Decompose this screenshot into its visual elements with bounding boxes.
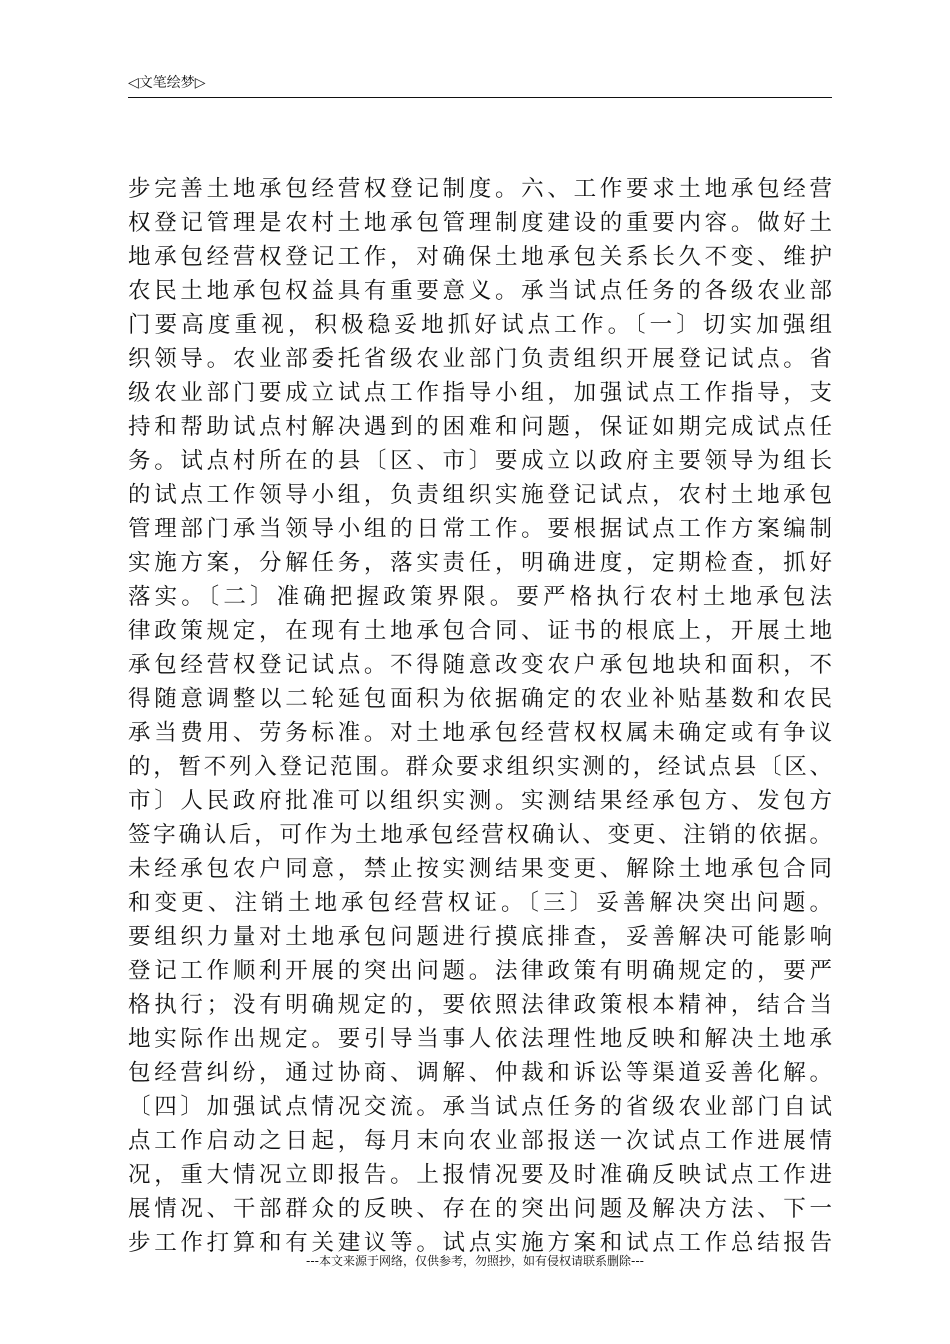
body-line: 登记工作顺利开展的突出问题。法律政策有明确规定的，要严 bbox=[128, 958, 832, 984]
body-line: 未经承包农户同意，禁止按实测结果变更、解除土地承包合同 bbox=[128, 856, 832, 882]
body-line: 务。试点村所在的县〔区、市〕要成立以政府主要领导为组长 bbox=[128, 448, 832, 474]
body-line: 地承包经营权登记工作，对确保土地承包关系长久不变、维护 bbox=[128, 244, 832, 270]
body-line: 承当费用、劳务标准。对土地承包经营权权属未确定或有争议 bbox=[128, 720, 832, 746]
body-line: 织领导。农业部委托省级农业部门负责组织开展登记试点。省 bbox=[128, 346, 832, 372]
page-header: ◁文笔绘梦▷ bbox=[128, 75, 206, 91]
body-line: 包经营纠纷，通过协商、调解、仲裁和诉讼等渠道妥善化解。 bbox=[128, 1060, 832, 1086]
body-line: 得随意调整以二轮延包面积为依据确定的农业补贴基数和农民 bbox=[128, 686, 832, 712]
body-line: 步完善土地承包经营权登记制度。六、工作要求土地承包经营 bbox=[128, 176, 832, 202]
header-divider bbox=[128, 97, 832, 98]
body-line: 的，暂不列入登记范围。群众要求组织实测的，经试点县〔区、 bbox=[128, 754, 832, 780]
body-line: 市〕人民政府批准可以组织实测。实测结果经承包方、发包方 bbox=[128, 788, 832, 814]
body-line: 农民土地承包权益具有重要意义。承当试点任务的各级农业部 bbox=[128, 278, 832, 304]
body-line: 实施方案，分解任务，落实责任，明确进度，定期检查，抓好 bbox=[128, 550, 832, 576]
body-line: 点工作启动之日起，每月末向农业部报送一次试点工作进展情 bbox=[128, 1128, 832, 1154]
page-footer: ---本文来源于网络，仅供参考，勿照抄，如有侵权请联系删除--- bbox=[306, 1254, 644, 1268]
body-line: 和变更、注销土地承包经营权证。〔三〕妥善解决突出问题。 bbox=[128, 890, 832, 916]
body-line: 承包经营权登记试点。不得随意改变农户承包地块和面积，不 bbox=[128, 652, 832, 678]
body-line: 门要高度重视，积极稳妥地抓好试点工作。〔一〕切实加强组 bbox=[128, 312, 832, 338]
body-line: 管理部门承当领导小组的日常工作。要根据试点工作方案编制 bbox=[128, 516, 832, 542]
body-line: 况，重大情况立即报告。上报情况要及时准确反映试点工作进 bbox=[128, 1162, 832, 1188]
body-line: 律政策规定，在现有土地承包合同、证书的根底上，开展土地 bbox=[128, 618, 832, 644]
body-line: 地实际作出规定。要引导当事人依法理性地反映和解决土地承 bbox=[128, 1026, 832, 1052]
body-line: 的试点工作领导小组，负责组织实施登记试点，农村土地承包 bbox=[128, 482, 832, 508]
body-line: 要组织力量对土地承包问题进行摸底排查，妥善解决可能影响 bbox=[128, 924, 832, 950]
body-line: 落实。〔二〕准确把握政策界限。要严格执行农村土地承包法 bbox=[128, 584, 832, 610]
body-line: 签字确认后，可作为土地承包经营权确认、变更、注销的依据。 bbox=[128, 822, 832, 848]
body-line: 权登记管理是农村土地承包管理制度建设的重要内容。做好土 bbox=[128, 210, 832, 236]
body-line: 级农业部门要成立试点工作指导小组，加强试点工作指导，支 bbox=[128, 380, 832, 406]
body-line: 展情况、干部群众的反映、存在的突出问题及解决方法、下一 bbox=[128, 1196, 832, 1222]
body-line: 持和帮助试点村解决遇到的困难和问题，保证如期完成试点任 bbox=[128, 414, 832, 440]
document-body bbox=[128, 172, 832, 1260]
body-line: 格执行；没有明确规定的，要依照法律政策根本精神，结合当 bbox=[128, 992, 832, 1018]
body-line: 步工作打算和有关建议等。试点实施方案和试点工作总结报告 bbox=[128, 1230, 832, 1256]
body-line: 〔四〕加强试点情况交流。承当试点任务的省级农业部门自试 bbox=[128, 1094, 832, 1120]
